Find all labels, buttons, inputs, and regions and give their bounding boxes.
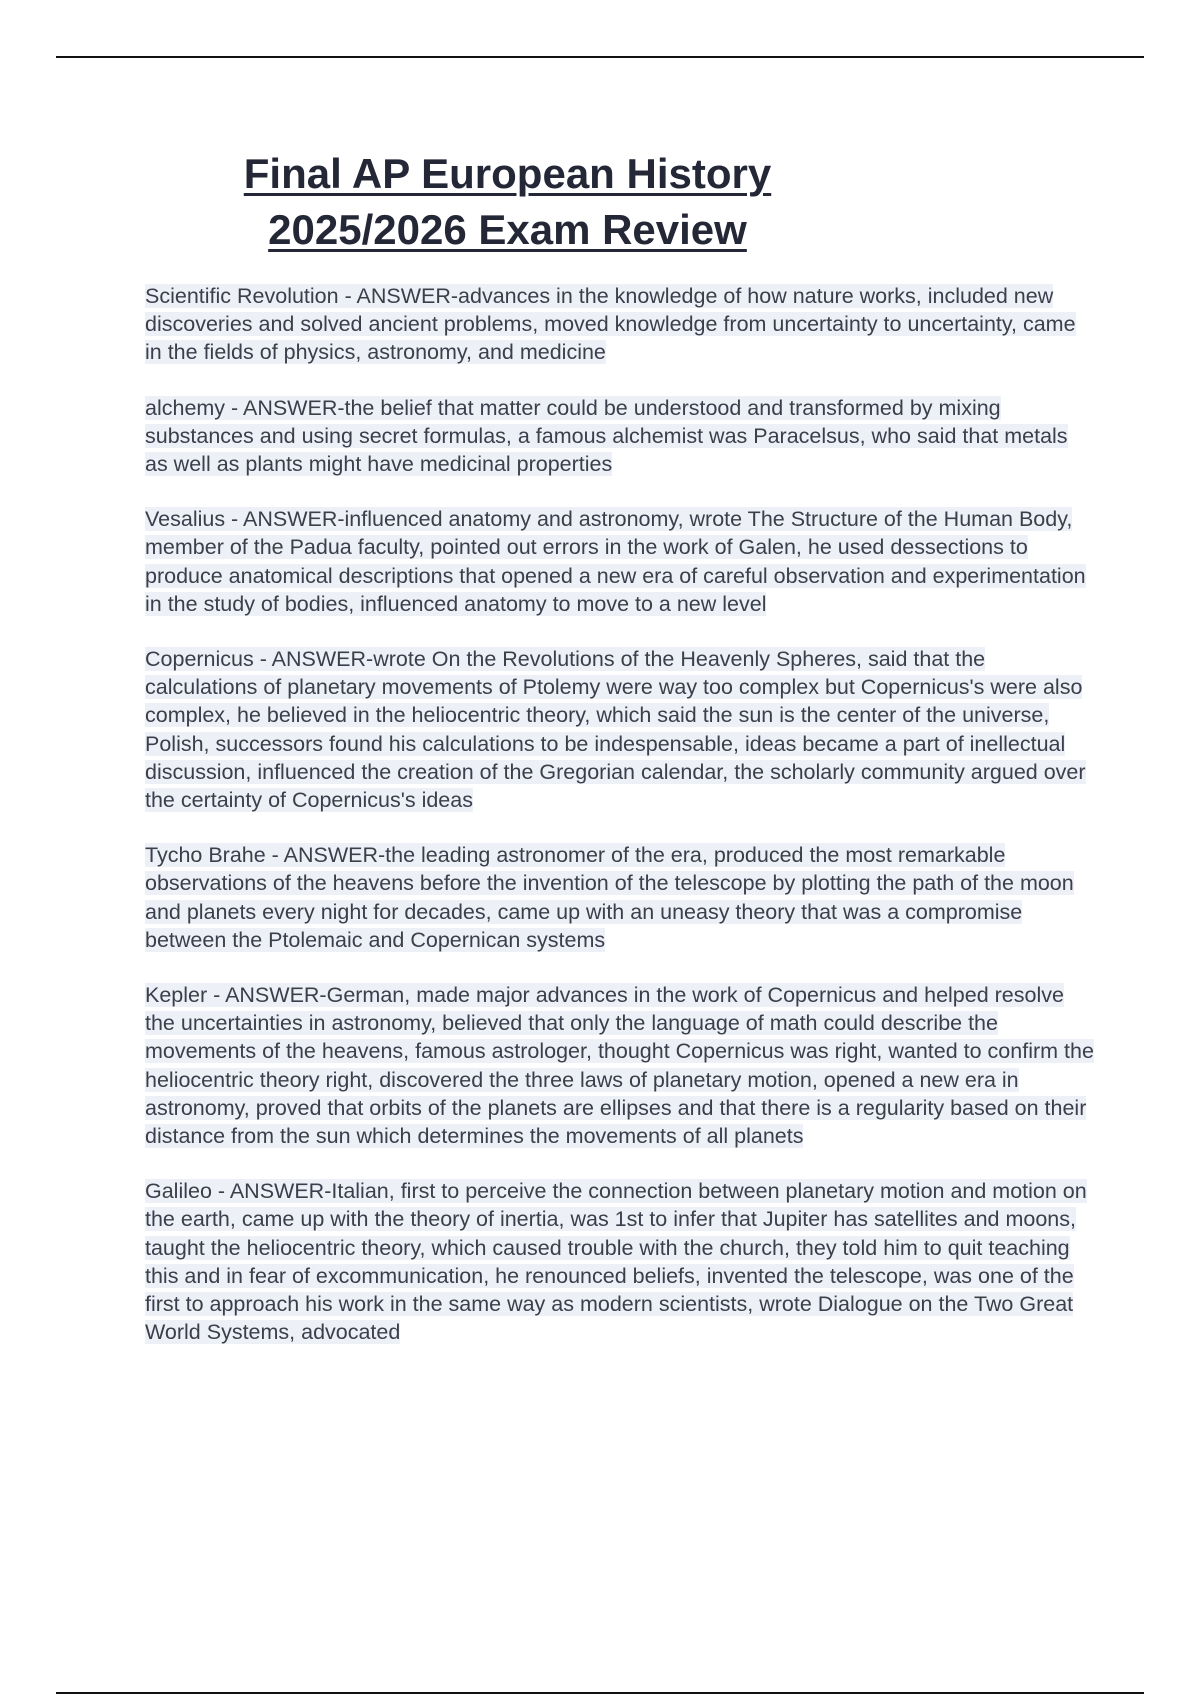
entry-scientific-revolution <box>145 282 1095 367</box>
flashcard-list <box>145 282 1095 1374</box>
entry-text: Copernicus - ANSWER-wrote On the Revolutions of the Heavenly Spheres, said that the calculations of planetary movements of Ptolemy were way too complex but Copernicus's were also complex, he believed in the heliocentric theory, which said the sun is the center of the universe, Polish, successors found his calculations to be indespensable, ideas became a part of inellectual discussion, influenced the creation of the Gregorian calendar, the scholarly community argued over the certainty of Copernicus's ideas <box>145 647 1086 813</box>
title-line-1: Final AP European History <box>243 150 772 197</box>
entry-galileo <box>145 1177 1095 1346</box>
entry-text: Vesalius - ANSWER-influenced anatomy and astronomy, wrote The Structure of the Human Body, member of the Padua faculty, pointed out errors in the work of Galen, he used dessections to produce anatomical descriptions that opened a new era of careful observation and experimentation in the study of bodies, influenced anatomy to move to a new level <box>145 507 1086 616</box>
title-line-2: 2025/2026 Exam Review <box>268 206 747 253</box>
entry-text: Tycho Brahe - ANSWER-the leading astronomer of the era, produced the most remarkable observations of the heavens before the invention of the telescope by plotting the path of the moon and planets every night for decades, came up with an uneasy theory that was a compromise between the Ptolemaic and Copernican systems <box>145 843 1074 952</box>
entry-text: alchemy - ANSWER-the belief that matter could be understood and transformed by mixing substances and using secret formulas, a famous alchemist was Paracelsus, who said that metals as well as plants might have medicinal properties <box>145 395 1068 477</box>
entry-copernicus <box>145 645 1095 814</box>
entry-text: Galileo - ANSWER-Italian, first to perceive the connection between planetary motion and motion on the earth, came up with the theory of inertia, was 1st to infer that Jupiter has satellites and moons, taught the heliocentric theory, which caused trouble with the church, they told him to quit teaching this and in fear of excommunication, he renounced beliefs, invented the telescope, was one of the first to approach his work in the same way as modern scientists, wrote Dialogue on the Two Great World Systems, advocated <box>145 1179 1087 1345</box>
entry-alchemy <box>145 394 1095 479</box>
entry-kepler <box>145 981 1095 1150</box>
bottom-rule <box>56 1692 1144 1694</box>
page-title <box>0 146 1015 258</box>
entry-text: Scientific Revolution - ANSWER-advances in the knowledge of how nature works, included new discoveries and solved ancient problems, moved knowledge from uncertainty to uncertainty, came in the fields of physics, astronomy, and medicine <box>145 284 1076 365</box>
entry-text: Kepler - ANSWER-German, made major advances in the work of Copernicus and helped resolve the uncertainties in astronomy, believed that only the language of math could describe the movements of the heavens, famous astrologer, thought Copernicus was right, wanted to confirm the heliocentric theory right, discovered the three laws of planetary motion, opened a new era in astronomy, proved that orbits of the planets are ellipses and that there is a regularity based on their distance from the sun which determines the movements of all planets <box>145 983 1094 1149</box>
top-rule <box>56 56 1144 58</box>
entry-tycho-brahe <box>145 841 1095 954</box>
entry-vesalius <box>145 505 1095 618</box>
